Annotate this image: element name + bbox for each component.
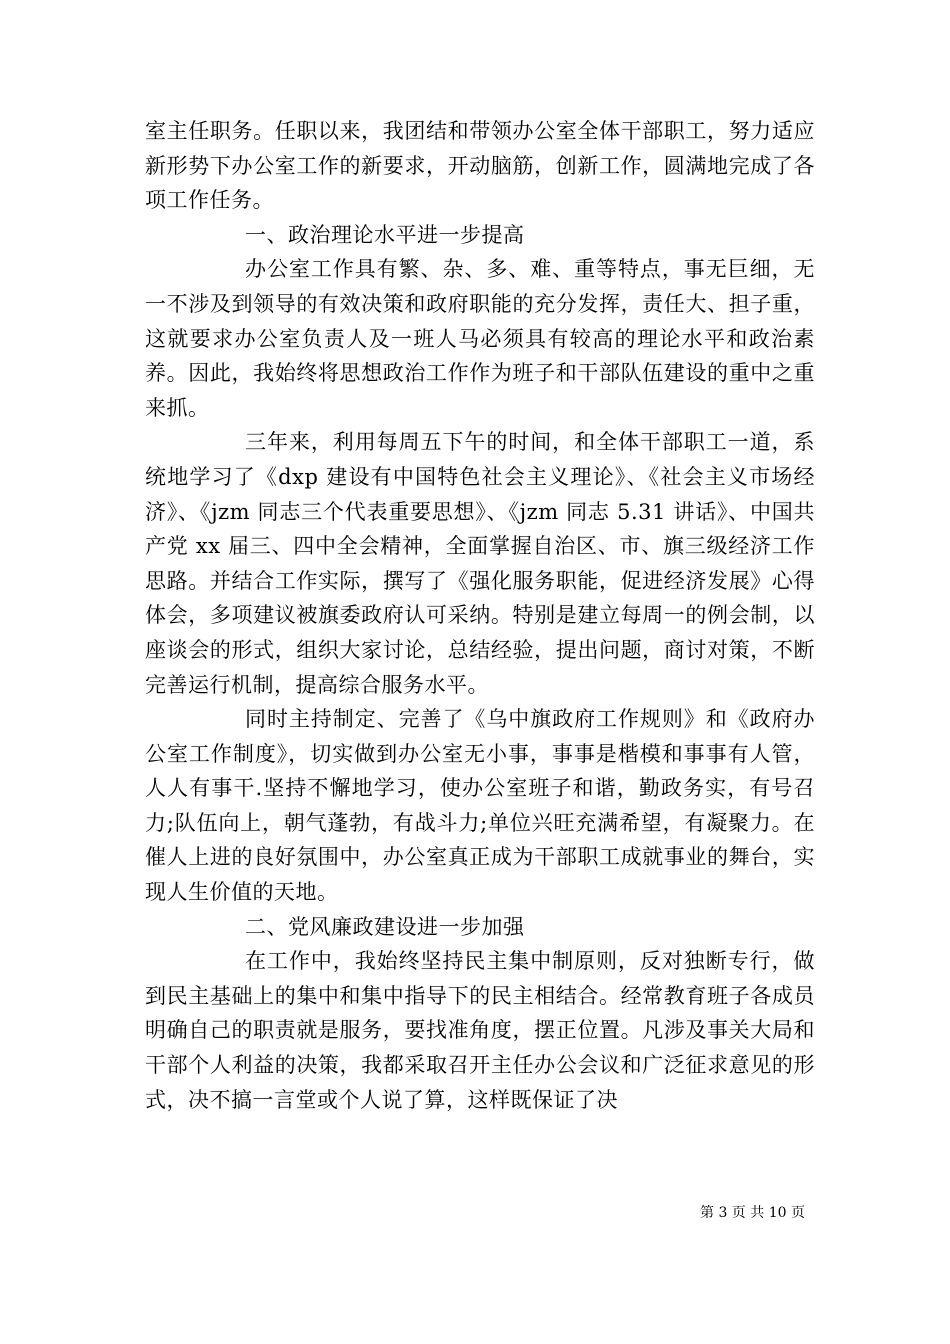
section-heading-2: 二、党风廉政建设进一步加强	[245, 914, 525, 939]
page-number: 第 3 页 共 10 页	[700, 1205, 805, 1221]
paragraph-democracy: 在工作中，我始终坚持民主集中制原则，反对独断专行，做到民主基础上的集中和集中指导下的民主相结合。经常教育班子各成员明确自己的职责就是服务，要找准角度，摆正位置。凡涉及事关大局和干部个人利益的决策，我都采取召开主任办公会议和广泛征求意见的形式，决不搞一言堂或个人说了算，这样既保证了决	[145, 949, 815, 1112]
section-heading-1: 一、政治理论水平进一步提高	[245, 222, 525, 247]
paragraph-continuation: 室主任职务。任职以来，我团结和带领办公室全体干部职工，努力适应新形势下办公室工作的新要求，开动脑筋，创新工作，圆满地完成了各项工作任务。	[145, 119, 815, 213]
paragraph-study: 三年来，利用每周五下午的时间，和全体干部职工一道，系统地学习了《dxp 建设有中国特色社会主义理论》、《社会主义市场经济》、《jzm 同志三个代表重要思想》、《jzm 同志 5.31 讲话》、中国共产党 xx 届三、四中全会精神，全面掌握自治区、市、旗三级经济工作思路。并结合工作实际，撰写了《强化服务职能，促进经济发展》心得体会，多项建议被旗委政府认可采纳。特别是建立每周一的例会制，以座谈会的形式，组织大家讨论，总结经验，提出问题，商讨对策，不断完善运行机制，提高综合服务水平。	[145, 430, 815, 697]
paragraph-rules: 同时主持制定、完善了《乌中旗政府工作规则》和《政府办公室工作制度》，切实做到办公室无小事，事事是楷模和事事有人管，人人有事干.坚持不懈地学习，使办公室班子和谐，勤政务实，有号召力;队伍向上，朝气蓬勃，有战斗力;单位兴旺充满希望，有凝聚力。在催人上进的良好氛围中，办公室真正成为干部职工成就事业的舞台，实现人生价值的天地。	[145, 707, 815, 905]
paragraph-office-work: 办公室工作具有繁、杂、多、难、重等特点，事无巨细，无一不涉及到领导的有效决策和政府职能的充分发挥，责任大、担子重，这就要求办公室负责人及一班人马必须具有较高的理论水平和政治素养。因此，我始终将思想政治工作作为班子和干部队伍建设的重中之重来抓。	[145, 257, 815, 420]
document-body	[145, 114, 815, 1117]
